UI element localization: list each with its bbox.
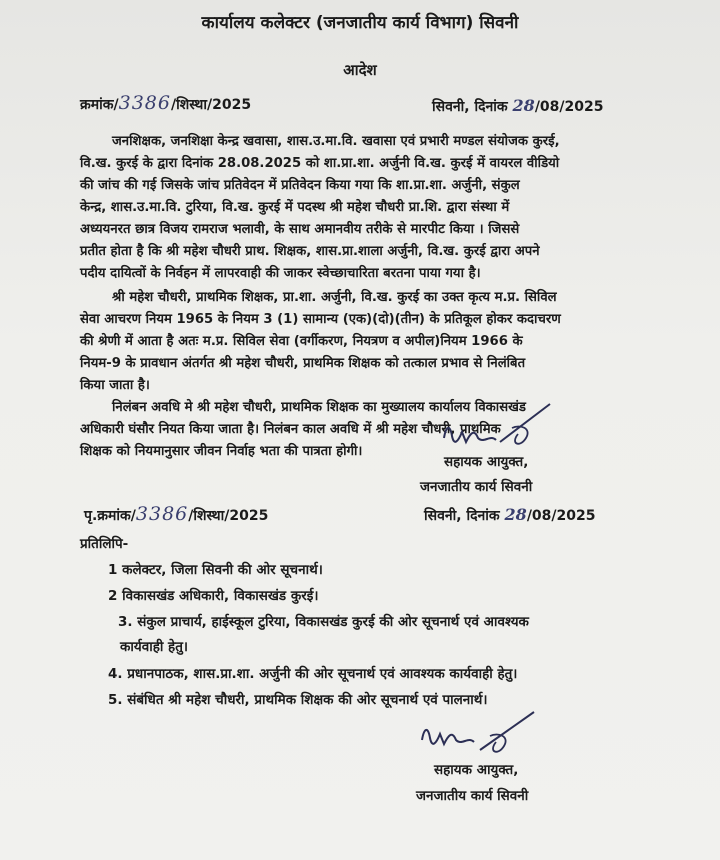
body-line: जनशिक्षक, जनशिक्षा केन्द्र खवासा, शास.उ.मा.वि. खवासा एवं प्रभारी मण्डल संयोजक कुरई, bbox=[112, 134, 560, 149]
body-line: नियम-9 के प्रावधान अंतर्गत श्री महेश चौधरी, प्राथमिक शिक्षक को तत्काल प्रभाव से निलंबित bbox=[80, 356, 526, 371]
copy-item: 5. संबंधित श्री महेश चौधरी, प्राथमिक शिक्षक की ओर सूचनार्थ एवं पालनार्थ। bbox=[108, 692, 488, 708]
copy-item: 3. संकुल प्राचार्य, हाईस्कूल टुरिया, विकासखंड कुरई की ओर सूचनार्थ एवं आवश्यक bbox=[118, 614, 529, 630]
signature-1-designation: सहायक आयुक्त, bbox=[444, 454, 529, 470]
endorsement-number-suffix: /शिस्था/2025 bbox=[188, 508, 269, 524]
body-line: वि.ख. कुरई के द्वारा दिनांक 28.08.2025 को शा.प्रा.शा. अर्जुनी वि.ख. कुरई में वायरल वीडियो bbox=[80, 156, 560, 171]
body-line: अधिकारी घंसौर नियत किया जाता है। निलंबन काल अवधि में श्री महेश चौधरी, प्राथमिक bbox=[80, 422, 501, 437]
endorsement-day-handwritten: 28 bbox=[504, 505, 527, 524]
signature-2-designation: सहायक आयुक्त, bbox=[434, 762, 519, 778]
body-line: की श्रेणी में आता है अतः म.प्र. सिविल सेवा (वर्गीकरण, नियत्रण व अपील)नियम 1966 के bbox=[80, 334, 523, 349]
signature-1-mark bbox=[440, 398, 570, 458]
order-date bbox=[432, 96, 604, 116]
order-date-suffix: /08/2025 bbox=[534, 99, 604, 115]
order-number-handwritten: 3386 bbox=[118, 92, 171, 114]
endorsement-number-handwritten: 3386 bbox=[135, 503, 189, 525]
order-number-prefix: क्रमांक/ bbox=[80, 97, 119, 113]
copy-item: कार्यवाही हेतु। bbox=[120, 639, 189, 655]
endorsement-number bbox=[84, 503, 268, 525]
body-line: प्रतीत होता है कि श्री महेश चौधरी प्राथ. शिक्षक, शास.प्रा.शाला अर्जुनी, वि.ख. कुरई द्वारा अपने bbox=[80, 244, 540, 259]
body-line: केन्द्र, शास.उ.मा.वि. टुरिया, वि.ख. कुरई में पदस्थ श्री महेश चौधरी प्रा.शि. द्वारा संस्था में bbox=[80, 200, 510, 215]
copy-heading: प्रतिलिपि- bbox=[80, 536, 129, 552]
copy-item: 1 कलेक्टर, जिला सिवनी की ओर सूचनार्थ। bbox=[108, 562, 323, 578]
signature-2-department: जनजातीय कार्य सिवनी bbox=[416, 788, 529, 804]
endorsement-place-date-prefix: सिवनी, दिनांक bbox=[424, 508, 500, 524]
copy-item: 4. प्रधानपाठक, शास.प्रा.शा. अर्जुनी की ओर सूचनार्थ एवं आवश्यक कार्यवाही हेतु। bbox=[108, 666, 518, 682]
body-line: अध्ययनरत छात्र विजय रामराज भलावी, के साथ अमानवीय तरीके से मारपीट किया । जिससे bbox=[80, 222, 520, 237]
body-line: सेवा आचरण नियम 1965 के नियम 3 (1) सामान्य (एक)(दो)(तीन) के प्रतिकूल होकर कदाचरण bbox=[80, 312, 561, 327]
order-number bbox=[80, 92, 251, 114]
body-line: की जांच की गई जिसके जांच प्रतिवेदन में प्रतिवेदन किया गया कि शा.प्रा.शा. अर्जुनी, संकुल bbox=[80, 178, 520, 193]
body-line: श्री महेश चौधरी, प्राथमिक शिक्षक, प्रा.शा. अर्जुनी, वि.ख. कुरई का उक्त कृत्य म.प्र. सिविल bbox=[112, 290, 557, 305]
endorsement-number-prefix: पृ.क्रमांक/ bbox=[84, 508, 136, 524]
body-line: किया जाता है। bbox=[80, 378, 150, 393]
signature-2-mark bbox=[416, 702, 546, 762]
endorsement-date bbox=[424, 505, 596, 525]
order-place-date-prefix: सिवनी, दिनांक bbox=[432, 99, 508, 115]
body-line: निलंबन अवधि मे श्री महेश चौधरी, प्राथमिक शिक्षक का मुख्यालय कार्यालय विकासखंड bbox=[112, 400, 526, 415]
body-line: पदीय दायित्वों के निर्वहन में लापरवाही की जाकर स्वेच्छाचारिता बरतना पाया गया है। bbox=[80, 266, 481, 281]
order-day-handwritten: 28 bbox=[512, 96, 535, 115]
order-number-suffix: /शिस्था/2025 bbox=[170, 97, 252, 113]
signature-1-department: जनजातीय कार्य सिवनी bbox=[420, 479, 533, 495]
body-line: शिक्षक को नियमानुसार जीवन निर्वाह भता की पात्रता होगी। bbox=[80, 444, 363, 459]
order-heading: आदेश bbox=[343, 61, 377, 79]
endorsement-date-suffix: /08/2025 bbox=[526, 508, 596, 524]
office-title: कार्यालय कलेक्टर (जनजातीय कार्य विभाग) सिवनी bbox=[201, 13, 519, 33]
copy-item: 2 विकासखंड अधिकारी, विकासखंड कुरई। bbox=[108, 588, 319, 604]
